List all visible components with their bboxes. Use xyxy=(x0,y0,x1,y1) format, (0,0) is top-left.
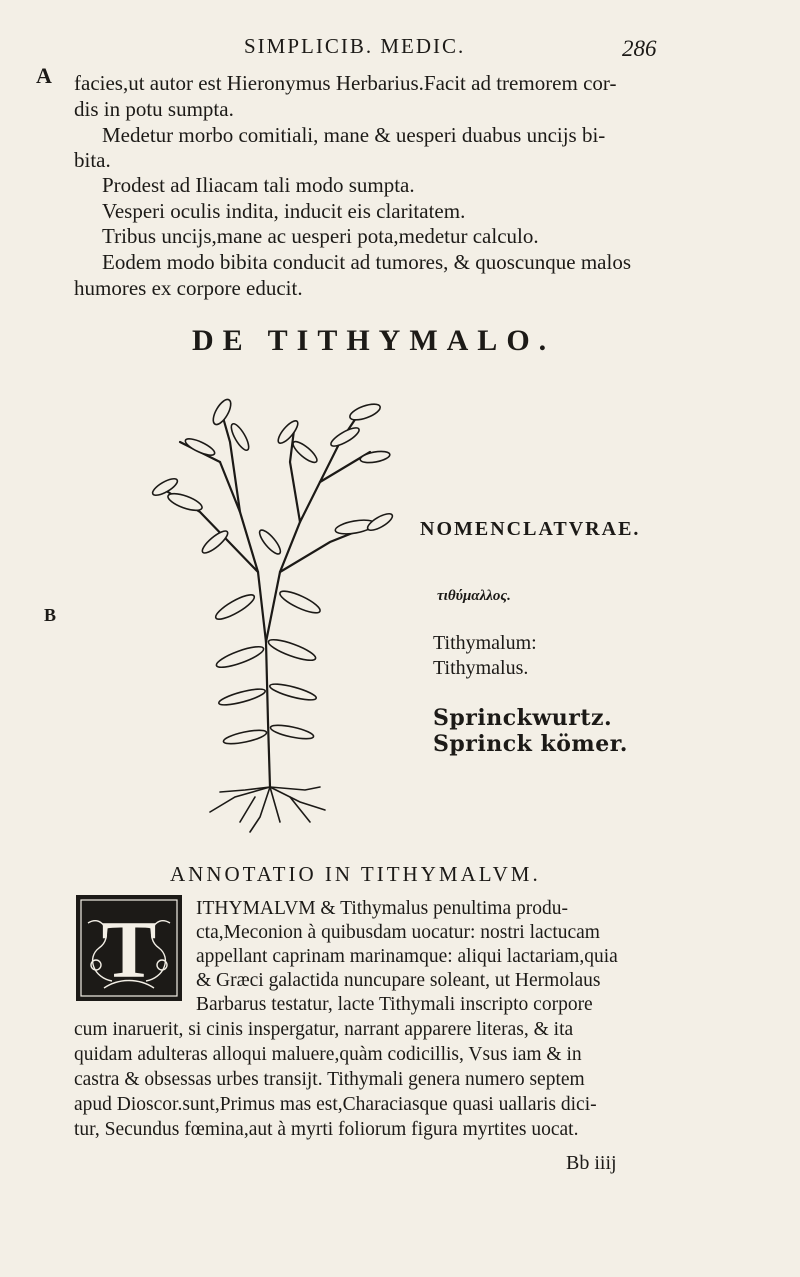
text-line: dis in potu sumpta. xyxy=(74,97,234,121)
page-number: 286 xyxy=(622,36,657,61)
text-line: tur, Secundus fœmina,aut à myrti foliorum figura myrtites uocat. xyxy=(74,1119,579,1140)
margin-mark-b: B xyxy=(44,605,57,625)
text-line: Eodem modo bibita conducit ad tumores, & quoscunque malos xyxy=(102,250,631,274)
text-line: ITHYMALVM & Tithymalus penultima produ- xyxy=(196,898,568,919)
text-line: castra & obsessas urbes transijt. Tithymali genera numero septem xyxy=(74,1069,585,1090)
margin-mark-a: A xyxy=(36,63,52,88)
text-line: cta,Meconion à quibusdam uocatur: nostri lactucam xyxy=(196,922,600,943)
german-name: Sprinckwurtz. xyxy=(433,705,613,731)
text-line: bita. xyxy=(74,148,111,172)
text-line: Tribus uncijs,mane ac uesperi pota,medetur calculo. xyxy=(102,224,539,248)
text-line: quidam adulteras alloqui maluere,quàm codicillis, Vsus iam & in xyxy=(74,1044,582,1065)
greek-name: τιθύμαλλος. xyxy=(437,588,511,604)
initial-letter: T xyxy=(101,904,157,995)
text-line: Medetur morbo comitiali, mane & uesperi duabus uncijs bi- xyxy=(102,123,606,147)
nomenclature-heading: NOMENCLATVRAE. xyxy=(420,518,641,540)
latin-name: Tithymalus. xyxy=(433,657,529,679)
text-line: Prodest ad Iliacam tali modo sumpta. xyxy=(102,173,415,197)
text-line: apud Dioscor.sunt,Primus mas est,Characiasque quasi uallaris dici- xyxy=(74,1094,597,1115)
section-title: DE TITHYMALO. xyxy=(192,324,556,357)
running-head: SIMPLICIB. MEDIC. xyxy=(244,34,466,58)
text-line: & Græci galactida nuncupare soleant, ut Hermolaus xyxy=(196,970,601,991)
text-line: Vesperi oculis indita, inducit eis claritatem. xyxy=(102,199,466,223)
text-line: appellant caprinam marinamque: aliqui lactariam,quia xyxy=(196,946,618,967)
german-name: Sprinck kömer. xyxy=(433,731,628,757)
signature-mark: Bb iiij xyxy=(566,1152,617,1174)
text-line: humores ex corpore educit. xyxy=(74,276,303,300)
text-line: facies,ut autor est Hieronymus Herbarius.Facit ad tremorem cor- xyxy=(74,71,617,95)
latin-name: Tithymalum: xyxy=(433,632,537,654)
text-line: cum inaruerit, si cinis inspergatur, narrant apparere literas, & ita xyxy=(74,1019,574,1040)
decorated-initial-t xyxy=(74,893,184,1003)
annotation-heading: ANNOTATIO IN TITHYMALVM. xyxy=(170,862,541,886)
tithymalus-woodcut-illustration xyxy=(140,392,400,837)
text-line: Barbarus testatur, lacte Tithymali inscripto corpore xyxy=(196,994,593,1015)
